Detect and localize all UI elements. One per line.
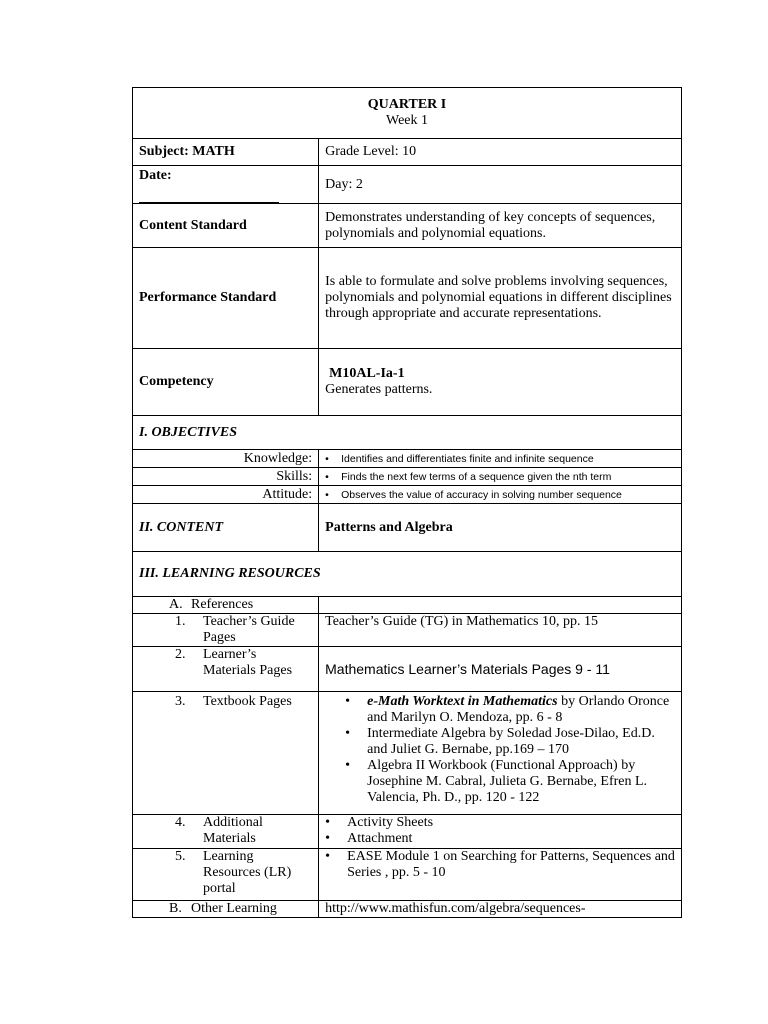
objective-text: Identifies and differentiates finite and infinite sequence [341,452,594,465]
date-label: Date: [139,168,172,183]
objective-item [319,450,682,468]
bullet-icon: • [325,815,331,830]
references-letter: A. [169,597,183,612]
resource-number: 5. [175,849,186,864]
resource-label-cell [133,692,319,815]
other-learning-link[interactable]: http://www.mathisfun.com/algebra/sequences- [319,901,682,918]
resource-value: Mathematics Learner’s Materials Pages 9 - 11 [319,647,682,692]
resource-label-cell [133,614,319,647]
additional-list-cell [319,815,682,849]
content-standard-label: Content Standard [133,204,319,248]
plan-header [133,88,682,139]
resources-heading: III. LEARNING RESOURCES [133,552,682,597]
content-heading: II. CONTENT [133,504,319,552]
week-label: Week 1 [385,113,429,128]
resource-number: 2. [175,647,186,662]
day-cell: Day: 2 [319,166,682,204]
resource-label: Teacher’s Guide Pages [203,614,295,645]
textbook-list [325,694,675,806]
resource-label: Learner’s Materials Pages [203,647,293,678]
list-text: EASE Module 1 on Searching for Patterns, Sequences and Series , pp. 5 - 10 [347,849,675,880]
list-item [325,815,675,831]
bullet-icon: • [345,758,351,773]
other-learning-label-cell [133,901,319,918]
objective-text: Observes the value of accuracy in solving number sequence [341,488,622,501]
other-learning-letter: B. [169,901,182,916]
resource-label-cell [133,647,319,692]
resource-label-cell [133,815,319,849]
competency-cell [319,349,682,416]
lr-portal-cell [319,849,682,901]
references-label-cell [133,597,319,614]
objective-text: Finds the next few terms of a sequence given the nth term [341,470,612,483]
objective-label: Skills: [133,468,319,486]
list-item [325,726,675,758]
bullet-icon: • [325,452,329,465]
resource-number: 3. [175,694,186,709]
quarter-title: QUARTER I [367,97,447,112]
textbook-list-cell [319,692,682,815]
bullet-icon: • [325,849,331,864]
references-value-cell [319,597,682,614]
resource-label: Learning Resources (LR) portal [203,849,292,896]
other-learning-label: Other Learning [191,901,277,916]
bullet-icon: • [345,726,351,741]
resource-label-cell [133,849,319,901]
competency-label: Competency [133,349,319,416]
resource-label: Textbook Pages [203,694,292,709]
bullet-icon: • [325,831,331,846]
subject-cell: Subject: MATH [133,139,319,166]
resource-number: 4. [175,815,186,830]
bullet-icon: • [325,488,329,501]
resource-value: Teacher’s Guide (TG) in Mathematics 10, pp. 15 [319,614,682,647]
performance-standard-label: Performance Standard [133,248,319,349]
objective-label: Knowledge: [133,450,319,468]
performance-standard-value: Is able to formulate and solve problems involving sequences, polynomials and polynomial equations in different disciplines through appropriate and accurate representations. [319,248,682,349]
list-item [325,849,675,881]
list-text: Activity Sheets [347,815,434,830]
additional-list [325,815,675,847]
resource-label: Additional Materials [203,815,263,846]
content-value: Patterns and Algebra [319,504,682,552]
competency-code: M10AL-Ia-1 [329,366,405,381]
lesson-plan-table [132,87,682,918]
list-item [325,831,675,847]
list-item [325,758,675,806]
textbook-details: by Orlando Oronce and Marilyn O. Mendoza, pp. 6 - 8 [367,694,670,725]
resource-number: 1. [175,614,186,629]
list-item [325,694,675,726]
bullet-icon: • [345,694,351,709]
grade-level-cell: Grade Level: 10 [319,139,682,166]
competency-desc: Generates patterns. [325,382,433,397]
objective-item [319,486,682,504]
textbook-details: Algebra II Workbook (Functional Approach) by Josephine M. Cabral, Julieta G. Bernabe, Efren L. Valencia, Ph. D., pp. 120 - 122 [367,758,648,805]
list-text: Attachment [347,831,413,846]
textbook-title: e-Math Worktext in Mathematics [367,694,558,709]
objectives-heading: I. OBJECTIVES [133,416,682,450]
objective-item [319,468,682,486]
objective-label: Attitude: [133,486,319,504]
references-label: References [191,597,254,612]
lr-portal-list [325,849,675,881]
textbook-details: Intermediate Algebra by Soledad Jose-Dilao, Ed.D. and Juliet G. Bernabe, pp.169 – 170 [367,726,655,757]
content-standard-value: Demonstrates understanding of key concepts of sequences, polynomials and polynomial equations. [319,204,682,248]
bullet-icon: • [325,470,329,483]
date-cell [133,166,319,204]
